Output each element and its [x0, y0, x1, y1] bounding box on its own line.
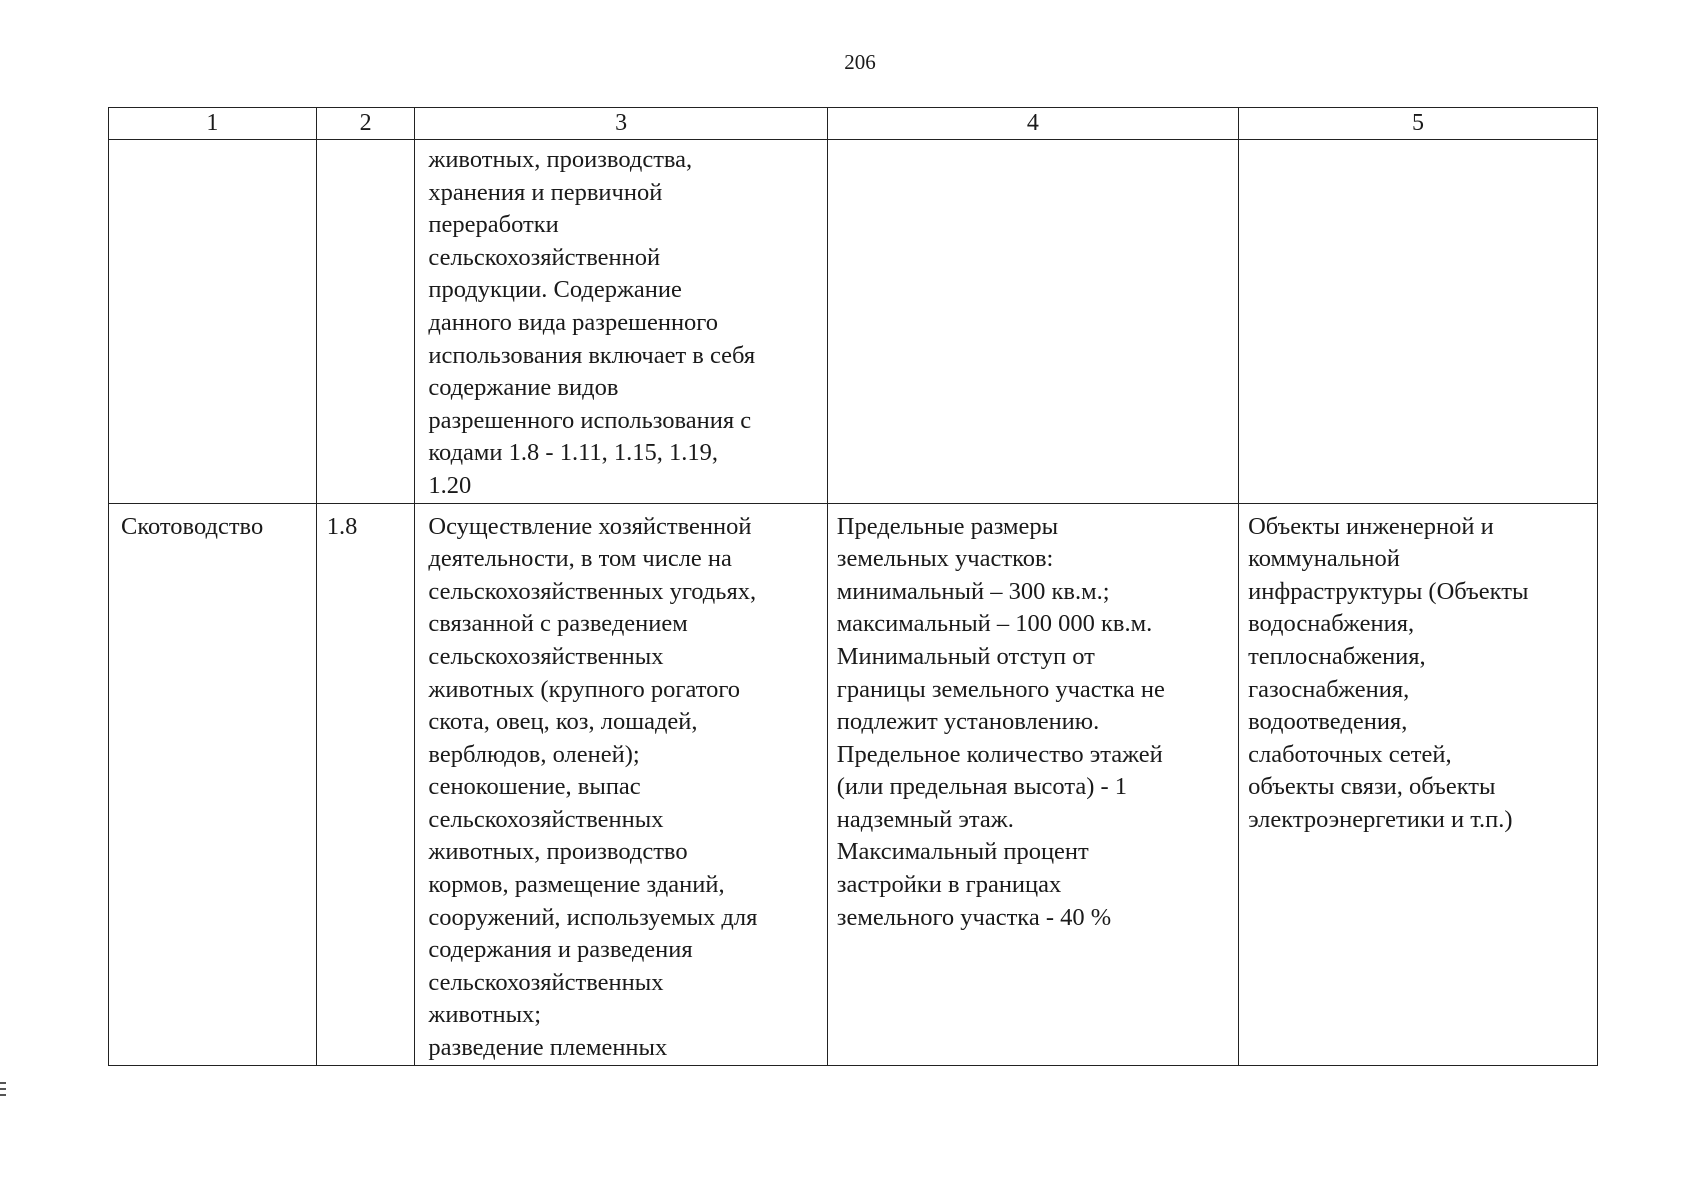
continuation-description-text — [415, 140, 826, 503]
text-line: максимальный – 100 000 кв.м. — [836, 610, 1153, 638]
auxiliary-uses — [1239, 504, 1597, 837]
text-line: Осуществление хозяйственной — [428, 512, 752, 540]
text-line: сельскохозяйственных угодьях, — [428, 577, 757, 605]
text-line: сельскохозяйственных — [428, 642, 664, 670]
text-line: Максимальный процент — [836, 838, 1089, 866]
text-line: водоотведения, — [1248, 708, 1408, 736]
regulations-table — [108, 107, 1598, 1066]
text-line: застройки в границах — [836, 871, 1062, 899]
continuation-description — [415, 140, 827, 504]
continuation-col-2 — [316, 140, 415, 504]
continuation-col-5 — [1239, 140, 1598, 504]
text-line: электроэнергетики и т.п.) — [1248, 805, 1513, 833]
use-description-cell — [415, 503, 827, 1065]
text-line: Объекты инженерной и — [1248, 512, 1494, 540]
text-line: надземный этаж. — [836, 805, 1014, 833]
text-line: животных (крупного рогатого — [428, 675, 741, 703]
text-line: разрешенного использования с — [428, 406, 752, 434]
text-line: сельскохозяйственных — [428, 805, 664, 833]
text-line: Предельное количество этажей — [836, 740, 1163, 768]
page-number: 206 — [844, 50, 876, 74]
text-line: газоснабжения, — [1248, 675, 1410, 703]
use-name: Скотоводство — [121, 512, 264, 540]
auxiliary-uses-cell — [1239, 503, 1598, 1065]
text-line: Минимальный отступ от — [836, 642, 1095, 670]
text-line: продукции. Содержание — [428, 276, 682, 304]
use-code-cell — [316, 503, 415, 1065]
text-line: коммунальной — [1248, 545, 1400, 573]
text-line: содержания и разведения — [428, 936, 693, 964]
continuation-col-1 — [109, 140, 317, 504]
text-line: 1.20 — [428, 471, 472, 499]
text-line: переработки — [428, 211, 559, 239]
table-row-livestock — [109, 503, 1598, 1065]
header-col-3: 3 — [415, 108, 827, 140]
text-line: земельных участков: — [836, 545, 1054, 573]
table-header-row — [109, 108, 1598, 140]
text-line: (или предельная высота) - 1 — [836, 773, 1128, 801]
text-line: животных; — [428, 1001, 542, 1029]
use-description — [415, 504, 826, 1065]
text-line: подлежит установлению. — [836, 708, 1100, 736]
text-line: земельного участка - 40 % — [836, 903, 1112, 931]
text-line: использования включает в себя — [428, 341, 756, 369]
text-line: животных, производство — [428, 838, 688, 866]
text-line: хранения и первичной — [428, 178, 663, 206]
use-name-cell — [109, 503, 317, 1065]
continuation-col-4 — [827, 140, 1238, 504]
text-line: сооружений, используемых для — [428, 903, 758, 931]
header-col-5: 5 — [1239, 108, 1598, 140]
text-line: водоснабжения, — [1248, 610, 1415, 638]
use-parameters-cell — [827, 503, 1238, 1065]
text-line: сельскохозяйственных — [428, 968, 664, 996]
text-line: объекты связи, объекты — [1248, 773, 1496, 801]
header-col-4: 4 — [827, 108, 1238, 140]
table-row-continuation — [109, 140, 1598, 504]
use-code: 1.8 — [326, 512, 358, 540]
text-line: Предельные размеры — [836, 512, 1059, 540]
text-line: связанной с разведением — [428, 610, 688, 638]
text-line: инфраструктуры (Объекты — [1248, 577, 1529, 605]
text-line: кормов, размещение зданий, — [428, 871, 725, 899]
use-parameters — [828, 504, 1238, 935]
text-line: данного вида разрешенного — [428, 308, 718, 336]
text-line: разведение племенных — [428, 1034, 668, 1062]
text-line: кодами 1.8 - 1.11, 1.15, 1.19, — [428, 439, 719, 467]
text-line: границы земельного участка не — [836, 675, 1165, 703]
header-col-2: 2 — [316, 108, 415, 140]
header-col-1: 1 — [109, 108, 317, 140]
text-line: содержание видов — [428, 374, 619, 402]
text-line: деятельности, в том числе на — [428, 545, 732, 573]
text-line: животных, производства, — [428, 146, 693, 173]
text-line: скота, овец, коз, лошадей, — [428, 708, 698, 736]
text-line: минимальный – 300 кв.м.; — [836, 577, 1110, 605]
text-line: сенокошение, выпас — [428, 773, 641, 801]
scan-edge-mark — [0, 1082, 6, 1096]
text-line: слаботочных сетей, — [1248, 740, 1452, 768]
text-line: сельскохозяйственной — [428, 243, 661, 271]
text-line: теплоснабжения, — [1248, 642, 1426, 670]
text-line: верблюдов, оленей); — [428, 740, 640, 768]
